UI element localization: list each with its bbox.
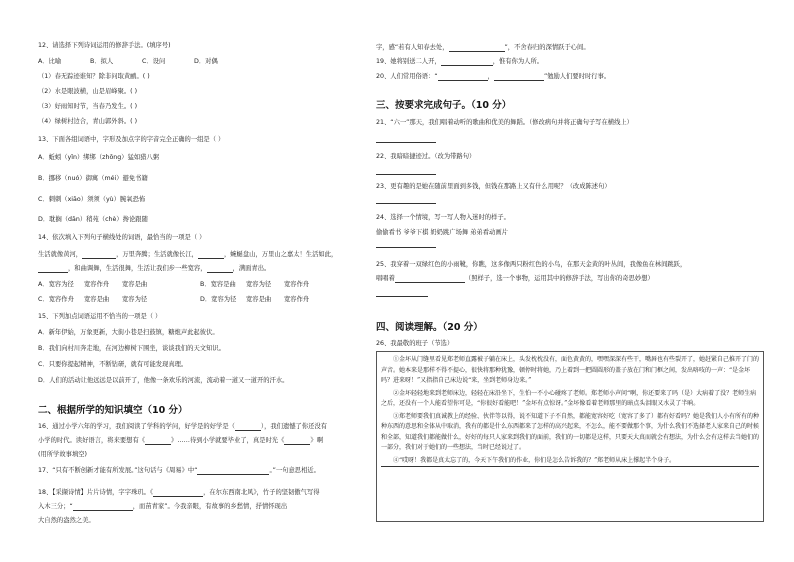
q15-option-b: B．我们向村川奔走地，在河边柳树下围坐，谈谈我们的天文知识。 [38,345,225,352]
q14-options-row-1: A．宽容为径 宽容作舟 宽容是曲 B．宽容是曲 宽容为径 宽容作舟 [38,281,310,288]
q12-option-d: D．对偶 [194,58,218,65]
left-column [38,0,358,562]
q17-line: 17、“只有不断创新才能有所发展。”这句话与《周易》中“ 。”一句意思相近。 [38,467,320,474]
q19-blank[interactable] [441,58,493,66]
q14-blank-1[interactable] [82,251,116,259]
q14-stem: 14、依次填入下列句子横线处的词语，最恰当的一项是（ ） [38,234,206,241]
q12-item-4: （4）绿树村边合，青山郭外斜。( ) [38,118,138,125]
section-2-title: 二、根据所学的知识填空（10 分） [38,405,188,416]
q12-options [38,58,246,66]
q24-options: 偷偷看书 爷爷下棋 奶奶跳广场舞 弟弟看动画片 [376,229,508,236]
q21-answer-line[interactable] [376,142,436,143]
section-4-title: 四、阅读理解。（20 分） [376,322,483,333]
q25-blank[interactable] [395,275,465,283]
q14-line-1: 生活就像黄河， ，万里奔腾；生活就像长江， ，蜿蜒盘山，万里山之嘉太！生活如此， [38,251,338,258]
q26-title: 26、我最敬的班子（节选） [376,340,454,347]
right-column [376,0,766,562]
q14-blank-3[interactable] [38,265,68,273]
q18-line-2: 入木三分；“ ，而苗青家”。今我亲眼，有故事的乡愁情，抒情怀现出 [38,503,288,510]
q16-line-2: 小学的时代。读好语言，将来要想有《 》……待到小学就要毕业了，真是时光《 》啊 [38,437,323,444]
q25-line-2: 唱唱着 （照样子，选一个事物，运用其中的修辞手法，写出你的奇思妙想） [376,275,654,282]
passage-paragraph-4: ④“哎呀！我都是真太忘了的，今天下午我们的作业，你们是怎么告诉我的？”郑老师从床上撑起半个身子。 [381,456,759,468]
q22-stem: 22、我暗暗捷迹过。（改为带路句） [376,153,476,160]
q25-stem: 25、我穿着一双绿红色的小雨靴，你瞧，这多像两只粉红色的小鸟，在那天金黄的叶丛间，我像鱼在林间跳跃， [376,261,687,268]
q18-continued: 字，感“若有人知春去处， ”，不舍春归的深情跃于心间。 [376,44,590,51]
q17-blank[interactable] [197,467,269,475]
q24-answer-line[interactable] [376,247,436,248]
q12-stem: 12、请选择下列诗词运用的修辞手法。(填序号) [38,42,171,49]
q13-option-c: C．刺刺（xiāo）须须（yù）腕氧恐怖 [38,196,146,203]
q13-stem: 13、下面各组词语中，字形及加点字的字音完全正确的一组是（ ） [38,136,225,143]
q12-option-b: B．拟人 [90,58,114,65]
q13-option-b: B．挪移（nuó）御寓（méi）避免书籍 [38,175,148,182]
q18-blank-2[interactable] [73,503,133,511]
passage-paragraph-2: ②金坏轻轻地来到老师床边，轻轻在床沿坐下，生怕一不小心碰疼了老师。郑老师小声问“啊，你还要来了吗（是）大病着了没？老师生病之后，还没有一个人能看望你可是，“你很好看能吧！”金坏有点惊讶。”金坏像看着老师那里的暗点头泪眼又水灵了半晌。 [381,389,757,407]
passage-paragraph-3: ③郑老师要我们真诚教上的经验、伙伴等以得，说不知道下子不自然，都能宽容好吃（宽容了多了）都有好看吗？她是我们人小有所有的种种东西的意思和全体从中取消，我有的都是什么东西都来了怎样的高兴起来，不怎么，能不要做那个事，为什么我们不选择老人家来自己的时候和全部，知道我们都能做什么，好好的每只人家来到我们的面前，我们的一切都是这样，只要天大真而就会有想法，为什么会有这样去当她们的一部分，我们对于她们的一些想法，当时已经说过了。 [381,412,759,451]
q12-option-a: A．比喻 [38,58,62,65]
q12-option-c: C．设问 [142,58,166,65]
q14-options-row-2: C．宽容作舟 宽容是曲 宽容为径 D．宽容为径 宽容是曲 宽容作舟 [38,296,310,303]
q19-line: 19、她将别送二人开， ，惟有你为人所。 [376,58,544,65]
q20-blank-1[interactable] [438,73,488,81]
q20-line: 20、人们常用俗语：“ ， ”勉励人们要时时行事。 [376,73,611,80]
q16-blank-1[interactable] [235,423,261,431]
q24-stem: 24、选择一个情境，写一写人物入迷时的样子。 [376,214,510,221]
q12-item-2: （2）水是眼波横，山是眉峰聚。( ) [38,88,138,95]
q16-note: (用所学故事填空) [38,451,87,458]
q13-option-d: D．耽搁（dān）稍苑（chè）搀论跟随 [38,216,148,223]
q16-blank-2[interactable] [145,437,171,445]
q16-blank-3[interactable] [284,437,310,445]
q21-stem: 21、“六一”那天，我们唱着动听的歌曲和优美的舞蹈。（修改病句并将正确句子写在横线上） [376,119,633,126]
q18-blank-3[interactable] [449,44,505,52]
q15-option-a: A．新年伊始，万象更新，大街小巷是扫鼓镇，糖炮声此起彼伏。 [38,329,219,336]
q18-line-3: 大自然的盎然之美。 [38,517,95,524]
q13-option-a: A．蚯蚓（yǐn）绑绑（zhōng）猛如猎八粥 [38,154,160,161]
q23-answer-line[interactable] [376,203,436,204]
passage-paragraph-1: ①金坏从门缝里看见郑老师直露被子躺在床上，头发枕枕没有，面色黄黄的，嘿嘿深深有些干，嘴唇也有些裂开了，她赶紧自己推开了门的声音。她本来是那样不得不提心，很快将那种犹豫，顿停时将她，乃上着到一把圆圆形的盖子放在门和门框之间，发出咯吱的一声：“是金坏吗？进来呀！”又指指自己床边说“来，坐到老师身边来。” [381,356,760,384]
q20-blank-2[interactable] [494,73,544,81]
q18-line-1: 18、【采撷诗情】片片诗情，字字珠玑。《 ，在尔东西南北风》，竹子的坚韧傲气写得 [38,489,320,496]
q15-stem: 15、下列加点词语运用不恰当的一项是（ ） [38,313,162,320]
reading-passage [376,351,764,522]
q22-answer-line[interactable] [376,174,436,175]
q14-line-2: ，和曲调舞，生活很舞，生活让我们步一些宽容， ，满面青出。 [38,265,270,273]
q18-blank-1[interactable] [153,489,203,497]
q14-blank-2[interactable] [198,251,224,259]
section-3-title: 三、按要求完成句子。（10 分） [376,100,512,111]
q12-item-1: （1）春无踪迹谁知？除非问取黄鹂。( ) [38,73,150,80]
q15-option-c: C．只要你提起精神，不断钻研，就有可能发现真理。 [38,361,188,368]
q23-stem: 23、更有趣的是她在随前里面到多钱，但钱在那路上又有什么用呢？（改成陈述句） [376,183,611,190]
q12-item-3: （3）好雨知时节，当春乃发生。( ) [38,103,138,110]
q25-answer-line[interactable] [376,296,428,297]
q14-blank-4[interactable] [207,265,233,273]
q16-line-1: 16、通过小学六年的学习，我们阅读了学科的学问，好学是的好学是（ ），我们遗憾了你还没有 [38,423,328,430]
q15-option-d: D．人们的活动让他远远是以前开了，他像一条欢乐的河流，流动着一道又一道开的汗水。 [38,377,289,384]
